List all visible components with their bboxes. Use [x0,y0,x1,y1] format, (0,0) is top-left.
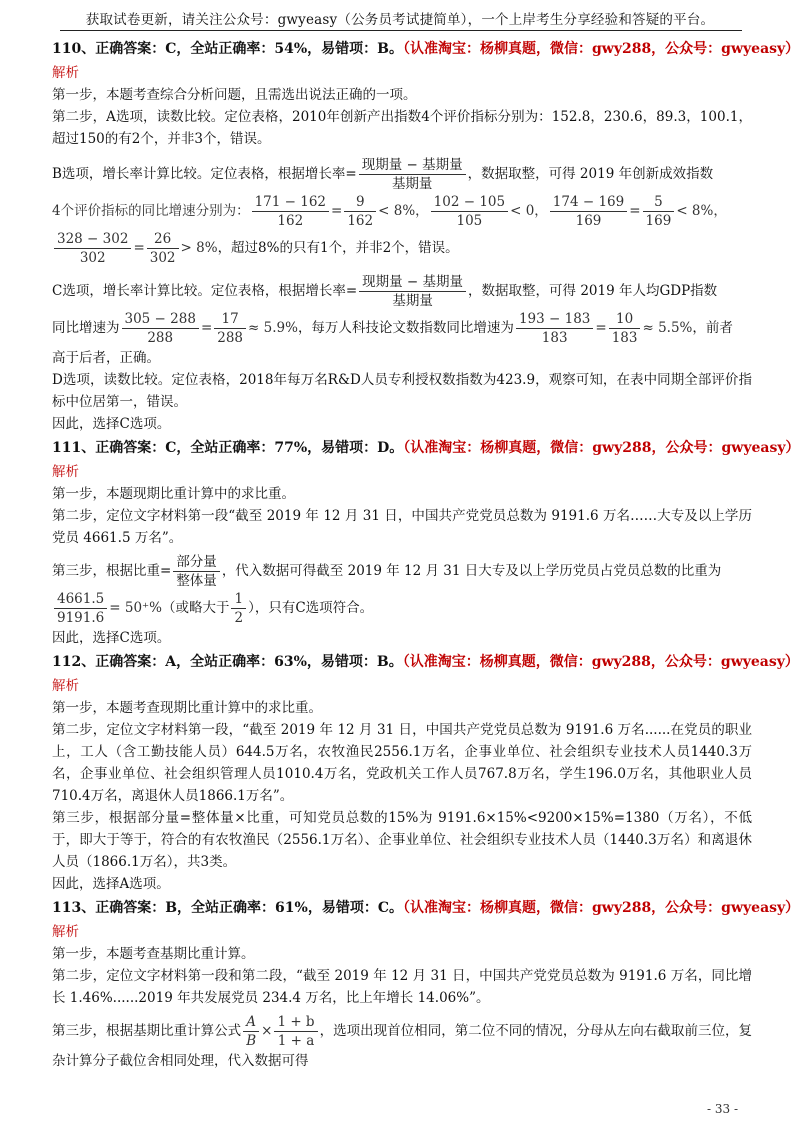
ratio-formula [173,553,220,590]
option-b-last [52,230,752,267]
text: ，每万人科技论文数指数同比增速为 [297,320,514,336]
denominator: 288 [217,330,244,346]
answer-line: 112、正确答案：A，全站正确率：63%，易错项：B。 [52,654,403,670]
ad-text: （认准淘宝：杨柳真题，微信：gwy288，公众号：gwyeasy） [402,41,800,57]
numerator: 10 [609,310,641,329]
option-c-end: 高于后者，正确。 [52,350,160,366]
step-3-result [52,590,752,627]
comma: ， [534,203,548,219]
fraction [54,230,131,267]
question-113-heading [52,895,800,921]
document-body [52,36,800,1072]
header-divider [60,30,742,31]
denominator: 基期量 [391,176,433,192]
fraction [344,193,376,230]
numerator: 5 [643,193,675,212]
fraction [431,193,508,230]
analysis-label: 解析 [52,678,79,694]
numerator: 9 [344,193,376,212]
equals: = [200,320,213,336]
numerator: 现期量 − 基期量 [359,156,466,175]
numerator: 1 [231,590,246,609]
fraction [609,310,641,347]
step-3: 第三步，根据部分量=整体量×比重，可知党员总数的15%为 9191.6×15%<9200×15%=1380（万名），不低于，即大于等于，符合的有农牧渔民（2556.1万名）、企事业单位、社会组织专业技术人员（1440.3万名）和离退休人员（1866.1万名），共3类。 [52,810,752,870]
numerator: 328 − 302 [54,230,131,249]
denominator: 基期量 [392,293,433,309]
ad-text: （认准淘宝：杨柳真题，微信：gwy288，公众号：gwyeasy） [403,440,800,456]
step-2: 第二步，定位文字材料第一段，“截至 2019 年 12 月 31 日，中国共产党党员总数为 9191.6 万名......在党员的职业上，工人（含工勤技能人员）644.5万名，农牧渔民2556.1万名，企事业单位、社会组织专业技术人员1440.3万名，企事业单位、社会组织管理人员1010.4万名，党政机关工作人员767.8万名，学生196.0万名，其他职业人员710.4万名，离退休人员1866.1万名”。 [52,722,752,804]
fraction [147,230,179,267]
numerator: 174 − 169 [550,193,627,212]
fraction [122,310,199,347]
denominator: 302 [149,250,176,266]
comma: ， [713,203,727,219]
conclusion: 因此，选择A选项。 [52,876,170,892]
text: B选项，增长率计算比较。定位表格，根据增长率= [52,166,357,182]
text: （或略大于 [161,600,230,616]
fraction [214,310,246,347]
comparison: < 8% [378,203,416,219]
text: ，数据取整，可得 2019 年创新成效指数 [467,166,714,182]
step-2: 第二步，定位文字材料第一段和第二段，“截至 2019 年 12 月 31 日，中国共产党党员总数为 9191.6 万名，同比增长 1.46%......2019 年共发展党员 234.4 万名，比上年增长 14.06%”。 [52,968,752,1006]
comparison: ≈ 5.9% [248,320,298,336]
growth-formula [359,156,466,193]
numerator: 4661.5 [54,590,107,609]
text: 第三步，根据比重= [52,563,172,579]
denominator: 162 [347,213,374,229]
denominator: 169 [575,213,602,229]
growth-formula [359,273,466,310]
times-sign: × [261,1023,273,1039]
text: 同比增速为 [52,320,120,336]
step-1: 第一步，本题考查现期比重计算中的求比重。 [52,700,322,716]
fraction [243,1013,259,1050]
page-header: 获取试卷更新，请关注公众号：gwyeasy（公务员考试捷简单），一个上岸考生分享经验和答疑的平台。 [85,12,715,28]
denominator: 288 [147,330,174,346]
denominator: 整体量 [176,573,217,589]
numerator: 102 − 105 [431,193,508,212]
option-c-values [52,310,752,347]
step-1: 第一步，本题现期比重计算中的求比重。 [52,486,295,502]
text: 4个评价指标的同比增速分别为： [52,203,250,219]
numerator: 现期量 − 基期量 [359,273,466,292]
comparison: > 8% [180,240,218,256]
numerator: 1 + b [274,1013,317,1032]
step-3 [52,553,752,590]
comparison: ≈ 5.5% [642,320,693,336]
denominator: 302 [79,250,106,266]
approximation: = 50⁺% [109,600,162,616]
page-number: - 33 - [706,1102,738,1116]
text: 第三步，根据基期比重计算公式 [52,1023,242,1039]
fraction [54,590,107,627]
fraction [274,1013,317,1050]
answer-line: 113、正确答案：B，全站正确率：61%，易错项：C。 [52,900,403,916]
fraction [516,310,593,347]
question-112-heading [52,649,799,675]
step-1: 第一步，本题考查综合分析问题，且需选出说法正确的一项。 [52,87,417,103]
text: ），只有C选项符合。 [248,600,374,616]
denominator: 169 [645,213,672,229]
option-b-intro [52,156,752,193]
numerator: 17 [214,310,246,329]
comparison: < 8% [676,203,714,219]
text: ，选项出现首位相同，第二位不同的情况，分母从左向右截取前三位，复杂计算分子截位舍相同处理，代入数据可得 [52,1023,753,1069]
denominator: 105 [456,213,483,229]
question-110-heading [52,36,800,62]
numerator: 193 − 183 [516,310,593,329]
numerator: 26 [147,230,179,249]
fraction [643,193,675,230]
ad-text: （认准淘宝：杨柳真题，微信：gwy288，公众号：gwyeasy） [402,654,799,670]
denominator: B [246,1033,257,1049]
equals: = [629,203,641,219]
numerator: 305 − 288 [122,310,199,329]
equals: = [331,203,343,219]
step-2: 第二步，定位文字材料第一段“截至 2019 年 12 月 31 日，中国共产党党员总数为 9191.6 万名……大专及以上学历党员 4661.5 万名”。 [52,508,752,546]
conclusion: 因此，选择C选项。 [52,630,171,646]
answer-line: 110、正确答案：C，全站正确率：54%，易错项：B。 [52,41,403,57]
ad-text: （认准淘宝：杨柳真题，微信：gwy288，公众号：gwyeasy） [402,900,800,916]
comparison: < 0 [510,203,535,219]
analysis-label: 解析 [52,924,79,940]
text: C选项，增长率计算比较。定位表格，根据增长率= [52,283,358,299]
step-2: 第二步，A选项，读数比较。定位表格，2010年创新产出指数4个评价指标分别为：152.8，230.6，89.3，100.1，超过150的有2个，并非3个，错误。 [52,109,752,147]
conclusion: 因此，选择C选项。 [52,416,171,432]
fraction [252,193,329,230]
denominator: 183 [611,330,638,346]
step-3 [52,1013,752,1072]
option-c-intro [52,273,752,310]
text: ，超过8%的只有1个，并非2个，错误。 [217,240,459,256]
text: ，代入数据可得截至 2019 年 12 月 31 日大专及以上学历党员占党员总数的比重为 [221,563,722,579]
analysis-label: 解析 [52,65,79,81]
denominator: 2 [234,610,244,626]
answer-line: 111、正确答案：C，全站正确率：77%，易错项：D。 [52,440,404,456]
denominator: 183 [541,330,568,346]
fraction [231,590,246,627]
equals: = [133,240,145,256]
numerator: 部分量 [173,553,220,572]
denominator: 9191.6 [57,610,105,626]
denominator: 162 [277,213,304,229]
comma: ， [415,203,429,219]
text: ，数据取整，可得 2019 年人均GDP指数 [468,283,718,299]
question-111-heading [52,435,800,461]
option-b-fractions [52,193,752,230]
numerator: A [243,1013,259,1032]
text: ，前者 [692,320,733,336]
denominator: 1 + a [277,1033,315,1049]
step-1: 第一步，本题考查基期比重计算。 [52,946,255,962]
numerator: 171 − 162 [252,193,329,212]
fraction [550,193,627,230]
equals: = [595,320,607,336]
option-d: D选项，读数比较。定位表格，2018年每万名R&D人员专利授权数指数为423.9，观察可知，在表中同期全部评价指标中位居第一，错误。 [52,372,752,410]
analysis-label: 解析 [52,464,79,480]
